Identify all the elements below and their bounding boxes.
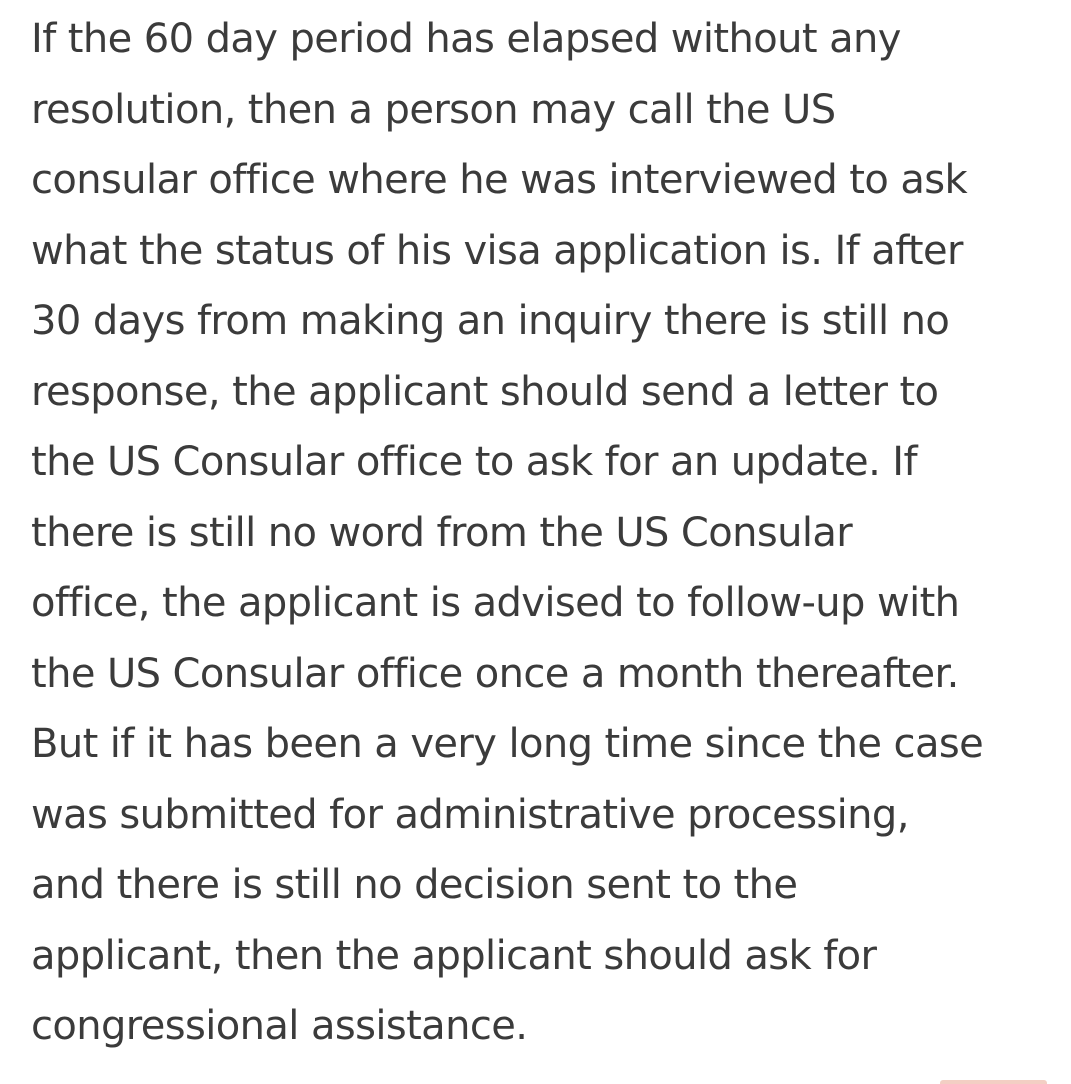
paragraph-line: congressional assistance. (31, 1003, 528, 1049)
paragraph-line: applicant, then the applicant should ask for (31, 932, 877, 979)
paragraph-line: consular office where he was interviewed to ask (31, 157, 968, 203)
floating-tab-edge[interactable] (940, 1080, 1047, 1084)
paragraph-line: But if it has been a very long time since the case (31, 721, 984, 767)
paragraph-line: resolution, then a person may call the US (31, 86, 836, 133)
paragraph-line: the US Consular office to ask for an update. If (31, 439, 917, 485)
paragraph-line: response, the applicant should send a letter to (31, 368, 939, 415)
paragraph-line: was submitted for administrative processing, (31, 791, 909, 838)
paragraph-line: 30 days from making an inquiry there is still no (31, 298, 950, 344)
paragraph-line: what the status of his visa application is. If after (31, 227, 963, 274)
paragraph-line: there is still no word from the US Consular (31, 509, 853, 556)
paragraph-line: If the 60 day period has elapsed without any (31, 16, 901, 62)
paragraph-line: and there is still no decision sent to the (31, 862, 798, 908)
paragraph-line: the US Consular office once a month thereafter. (31, 650, 959, 697)
paragraph-line: office, the applicant is advised to follow-up with (31, 580, 960, 626)
article-paragraph (31, 4, 1061, 1062)
